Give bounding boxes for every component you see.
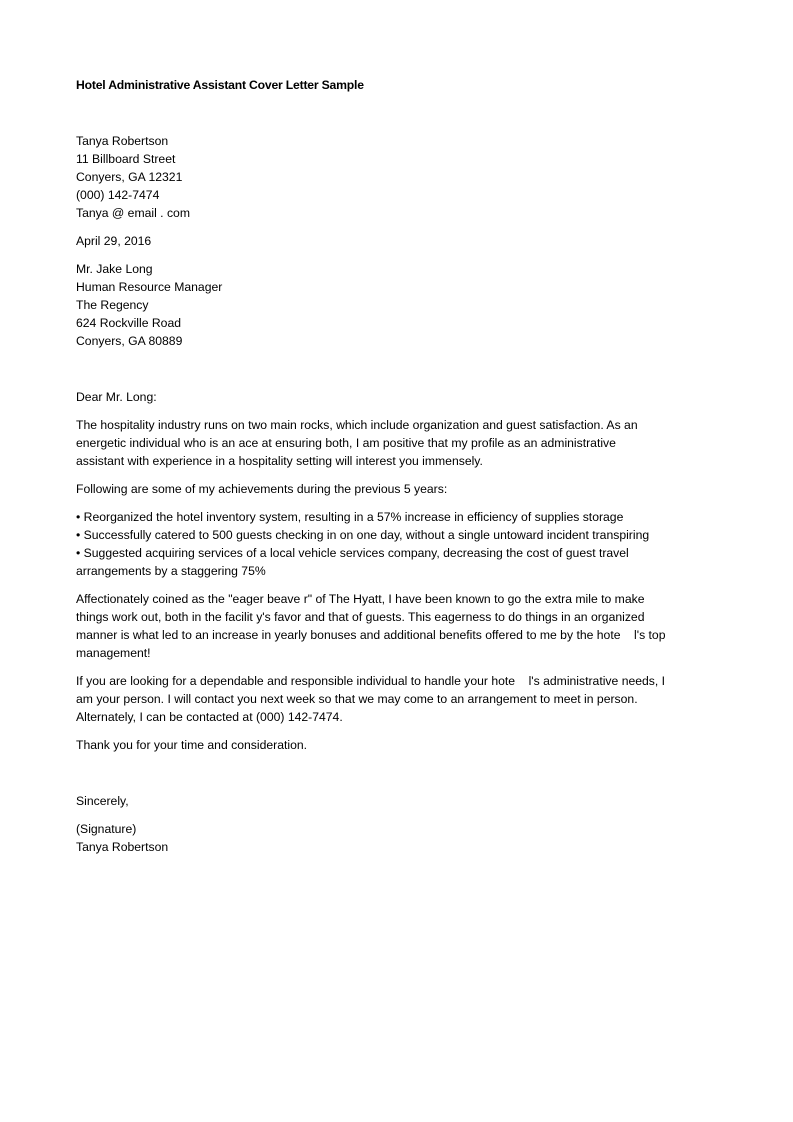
- sender-address: [76, 132, 716, 222]
- letter-date: April 29, 2016: [76, 234, 152, 248]
- recipient-street: 624 Rockville Road: [76, 316, 182, 330]
- paragraph-line: Alternately, I can be contacted at (000) 142-7474.: [76, 710, 343, 724]
- salutation: Dear Mr. Long:: [76, 390, 157, 404]
- signer-name: Tanya Robertson: [76, 840, 169, 854]
- paragraph-line: things work out, both in the facilit y's favor and that of guests. This eagerness to do things in an organized: [76, 610, 645, 624]
- achievement-item: arrangements by a staggering 75%: [76, 564, 266, 578]
- recipient-company: The Regency: [76, 298, 149, 312]
- thanks-line: Thank you for your time and consideration.: [76, 738, 308, 752]
- achievements-list: [76, 508, 716, 580]
- paragraph-line: Affectionately coined as the "eager beave r" of The Hyatt, I have been known to go the extra mile to make: [76, 592, 645, 606]
- achievement-item: • Suggested acquiring services of a local vehicle services company, decreasing the cost of guest travel: [76, 546, 629, 560]
- hyatt-paragraph: [76, 590, 716, 662]
- closing: Sincerely,: [76, 794, 129, 808]
- recipient-city: Conyers, GA 80889: [76, 334, 183, 348]
- signature-placeholder: (Signature): [76, 822, 137, 836]
- sender-name: Tanya Robertson: [76, 134, 169, 148]
- sender-email: Tanya @ email . com: [76, 206, 190, 220]
- contact-paragraph: [76, 672, 716, 726]
- intro-paragraph: [76, 416, 716, 470]
- letter-date-block: [76, 232, 716, 250]
- paragraph-line: If you are looking for a dependable and responsible individual to handle your hote l's administrative needs, I: [76, 674, 666, 688]
- paragraph-line: The hospitality industry runs on two main rocks, which include organization and guest satisfaction. As an: [76, 418, 638, 432]
- achievements-intro-block: [76, 480, 716, 498]
- thanks-block: [76, 736, 716, 754]
- sender-city: Conyers, GA 12321: [76, 170, 183, 184]
- paragraph-line: energetic individual who is an ace at ensuring both, I am positive that my profile as an administrative: [76, 436, 616, 450]
- recipient-address: [76, 260, 716, 350]
- achievement-item: • Reorganized the hotel inventory system, resulting in a 57% increase in efficiency of supplies storage: [76, 510, 624, 524]
- signature-block: [76, 820, 716, 856]
- paragraph-line: am your person. I will contact you next week so that we may come to an arrangement to meet in person.: [76, 692, 638, 706]
- salutation-block: [76, 388, 716, 406]
- achievements-intro: Following are some of my achievements during the previous 5 years:: [76, 482, 448, 496]
- paragraph-line: assistant with experience in a hospitality setting will interest you immensely.: [76, 454, 483, 468]
- paragraph-line: manner is what led to an increase in yearly bonuses and additional benefits offered to me by the hote l's top: [76, 628, 666, 642]
- document-title: Hotel Administrative Assistant Cover Letter Sample: [76, 78, 364, 92]
- recipient-name: Mr. Jake Long: [76, 262, 153, 276]
- recipient-position: Human Resource Manager: [76, 280, 223, 294]
- sender-street: 11 Billboard Street: [76, 152, 176, 166]
- paragraph-line: management!: [76, 646, 151, 660]
- sender-phone: (000) 142-7474: [76, 188, 160, 202]
- closing-block: [76, 792, 716, 810]
- achievement-item: • Successfully catered to 500 guests checking in on one day, without a single untoward incident transpiring: [76, 528, 650, 542]
